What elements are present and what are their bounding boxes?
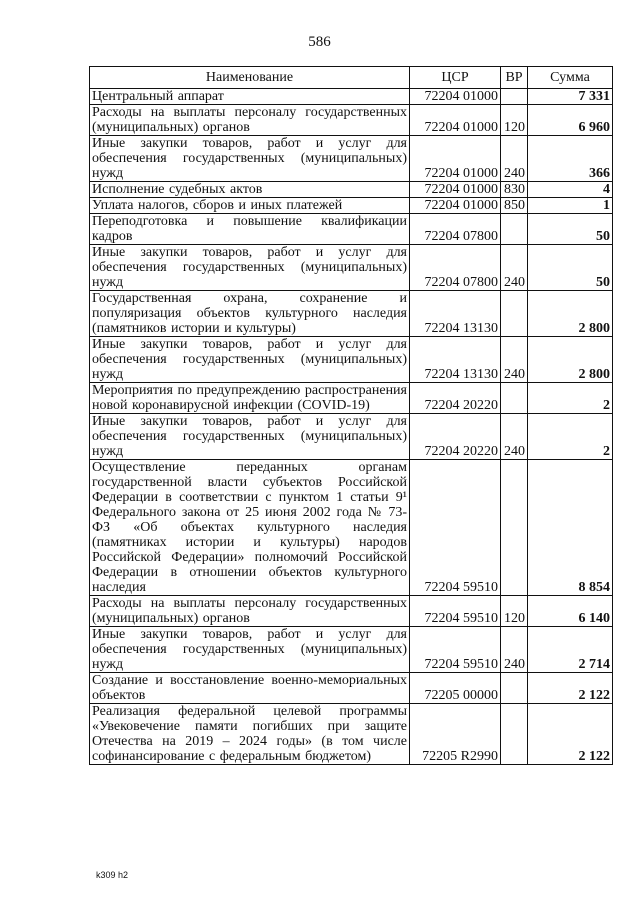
row-name: Расходы на выплаты персоналу государственных (муниципальных) органов (90, 105, 410, 136)
row-vr: 830 (501, 182, 528, 198)
row-sum: 2 800 (528, 337, 613, 383)
row-vr: 120 (501, 596, 528, 627)
row-sum: 8 854 (528, 460, 613, 596)
row-sum: 2 (528, 414, 613, 460)
row-name: Центральный аппарат (90, 89, 410, 105)
row-name: Исполнение судебных актов (90, 182, 410, 198)
row-sum: 2 122 (528, 704, 613, 765)
row-csr: 72204 01000 (410, 198, 501, 214)
row-vr (501, 291, 528, 337)
table-row (90, 414, 613, 460)
row-name: Иные закупки товаров, работ и услуг для обеспечения государственных (муниципальных) нужд (90, 627, 410, 673)
table-row (90, 89, 613, 105)
row-csr: 72204 01000 (410, 89, 501, 105)
row-csr: 72204 07800 (410, 214, 501, 245)
header-vr: ВР (501, 67, 528, 89)
budget-table (89, 66, 613, 765)
table-row (90, 383, 613, 414)
table-row (90, 596, 613, 627)
row-name: Иные закупки товаров, работ и услуг для обеспечения государственных (муниципальных) нужд (90, 337, 410, 383)
page-number: 586 (308, 34, 331, 50)
row-csr: 72204 20220 (410, 414, 501, 460)
row-vr: 240 (501, 337, 528, 383)
row-csr: 72204 59510 (410, 460, 501, 596)
table-row (90, 214, 613, 245)
row-vr (501, 89, 528, 105)
row-sum: 1 (528, 198, 613, 214)
row-csr: 72204 01000 (410, 105, 501, 136)
row-csr: 72204 20220 (410, 383, 501, 414)
row-name: Реализация федеральной целевой программы «Увековечение памяти погибших при защите Отечества на 2019 – 2024 годы» (в том числе софинансирование с федеральным бюджетом) (90, 704, 410, 765)
row-sum: 2 800 (528, 291, 613, 337)
row-vr (501, 460, 528, 596)
table-row (90, 105, 613, 136)
table-row (90, 673, 613, 704)
header-sum: Сумма (528, 67, 613, 89)
row-csr: 72204 59510 (410, 627, 501, 673)
row-sum: 50 (528, 214, 613, 245)
row-csr: 72204 01000 (410, 136, 501, 182)
row-csr: 72204 01000 (410, 182, 501, 198)
row-vr: 850 (501, 198, 528, 214)
table-body (90, 89, 613, 765)
row-name: Иные закупки товаров, работ и услуг для обеспечения государственных (муниципальных) нужд (90, 136, 410, 182)
row-sum: 2 714 (528, 627, 613, 673)
row-sum: 2 122 (528, 673, 613, 704)
row-csr: 72204 13130 (410, 337, 501, 383)
table-row (90, 704, 613, 765)
row-name: Иные закупки товаров, работ и услуг для обеспечения государственных (муниципальных) нужд (90, 245, 410, 291)
row-csr: 72204 13130 (410, 291, 501, 337)
row-name: Уплата налогов, сборов и иных платежей (90, 198, 410, 214)
row-name: Осуществление переданных органам государственной власти субъектов Российской Федерации в соответствии с пунктом 1 статьи 9¹ Федерального закона от 25 июня 2002 года № 73-ФЗ «Об объектах культурного наследия (памятниках истории и культуры) народов Российской Федерации» полномочий Российской Федерации в отношении объектов культурного наследия (90, 460, 410, 596)
row-name: Создание и восстановление военно-мемориальных объектов (90, 673, 410, 704)
row-name: Мероприятия по предупреждению распространения новой коронавирусной инфекции (COVID-19) (90, 383, 410, 414)
table-row (90, 627, 613, 673)
row-vr (501, 673, 528, 704)
footer-code: k309 h2 (96, 870, 129, 880)
row-csr: 72204 59510 (410, 596, 501, 627)
row-vr (501, 214, 528, 245)
row-vr: 240 (501, 136, 528, 182)
row-vr: 240 (501, 627, 528, 673)
header-name: Наименование (90, 67, 410, 89)
table-row (90, 182, 613, 198)
row-sum: 4 (528, 182, 613, 198)
header-csr: ЦСР (410, 67, 501, 89)
row-sum: 366 (528, 136, 613, 182)
row-vr (501, 383, 528, 414)
row-vr: 120 (501, 105, 528, 136)
row-name: Расходы на выплаты персоналу государственных (муниципальных) органов (90, 596, 410, 627)
table-row (90, 291, 613, 337)
row-csr: 72205 R2990 (410, 704, 501, 765)
row-vr: 240 (501, 414, 528, 460)
table-header-row (90, 67, 613, 89)
row-sum: 6 960 (528, 105, 613, 136)
row-sum: 2 (528, 383, 613, 414)
row-csr: 72205 00000 (410, 673, 501, 704)
row-vr: 240 (501, 245, 528, 291)
table-row (90, 245, 613, 291)
table-row (90, 460, 613, 596)
table-row (90, 136, 613, 182)
row-name: Иные закупки товаров, работ и услуг для обеспечения государственных (муниципальных) нужд (90, 414, 410, 460)
row-vr (501, 704, 528, 765)
row-name: Переподготовка и повышение квалификации кадров (90, 214, 410, 245)
table-row (90, 337, 613, 383)
row-sum: 6 140 (528, 596, 613, 627)
table-row (90, 198, 613, 214)
row-name: Государственная охрана, сохранение и популяризация объектов культурного наследия (памятников истории и культуры) (90, 291, 410, 337)
row-sum: 7 331 (528, 89, 613, 105)
row-sum: 50 (528, 245, 613, 291)
row-csr: 72204 07800 (410, 245, 501, 291)
